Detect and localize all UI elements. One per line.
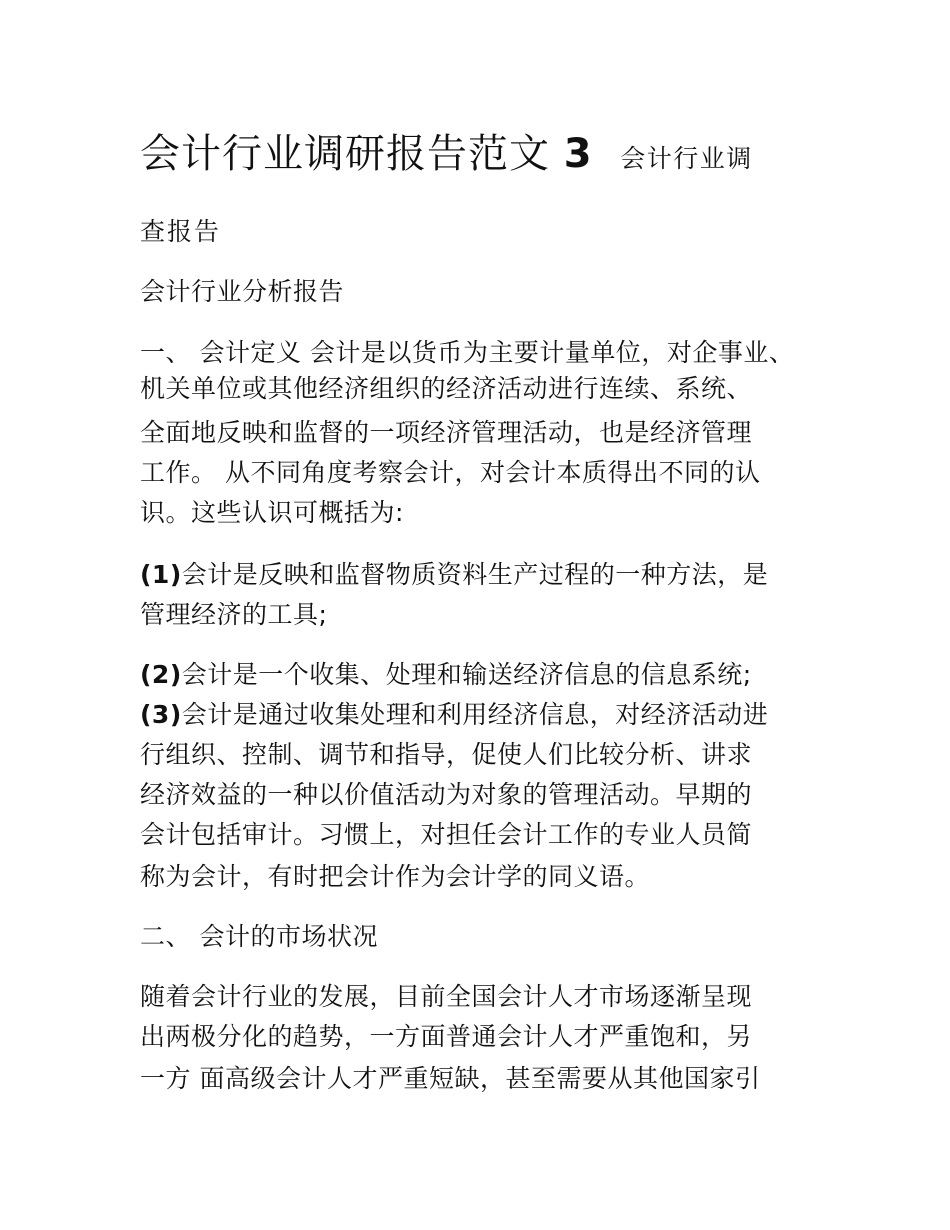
list-text: 管理经济的工具; [140,600,328,629]
title-number: 3 [563,131,593,177]
list-text: 称为会计，有时把会计作为会计学的同义语。 [140,862,651,891]
list-text: 会计是一个收集、处理和输送经济信息的信息系统; [181,660,752,689]
paragraph-line: 一方 面高级会计人才严重短缺，甚至需要从其他国家引 [140,1064,761,1093]
paragraph-line: 全面地反映和监督的一项经济管理活动，也是经济管理 [140,418,753,447]
paragraph-line: 一、 会计定义 会计是以货币为主要计量单位，对企事业、 [140,338,795,367]
paragraph-line: 识。这些认识可概括为: [140,498,404,527]
list-text: 会计是反映和监督物质资料生产过程的一种方法，是 [181,560,769,589]
title-main-text: 会计行业调研报告范文 [140,131,550,177]
paragraph-line: 随着会计行业的发展，目前全国会计人才市场逐渐呈现 [140,982,753,1011]
section-heading: 二、 会计的市场状况 [140,922,378,951]
title-tail-text: 会计行业调 [620,144,753,173]
paragraph-line: 工作。 从不同角度考察会计，对会计本质得出不同的认 [140,458,761,487]
list-text: 会计是通过收集处理和利用经济信息，对经济活动进 [181,700,769,729]
document-subtitle: 会计行业分析报告 [140,277,345,306]
list-text: 经济效益的一种以价值活动为对象的管理活动。早期的 [140,780,753,809]
paragraph-line: 机关单位或其他经济组织的经济活动进行连续、系统、 [140,374,753,403]
list-number: (3) [140,700,182,729]
paragraph-line: 出两极分化的趋势，一方面普通会计人才严重饱和，另 [140,1022,753,1051]
list-text: 行组织、控制、调节和指导，促使人们比较分析、讲求 [140,740,753,769]
list-text: 会计包括审计。习惯上，对担任会计工作的专业人员简 [140,820,753,849]
list-number: (2) [140,660,182,689]
title-continuation: 查报告 [140,217,222,246]
list-number: (1) [140,560,182,589]
document-title [140,128,753,185]
